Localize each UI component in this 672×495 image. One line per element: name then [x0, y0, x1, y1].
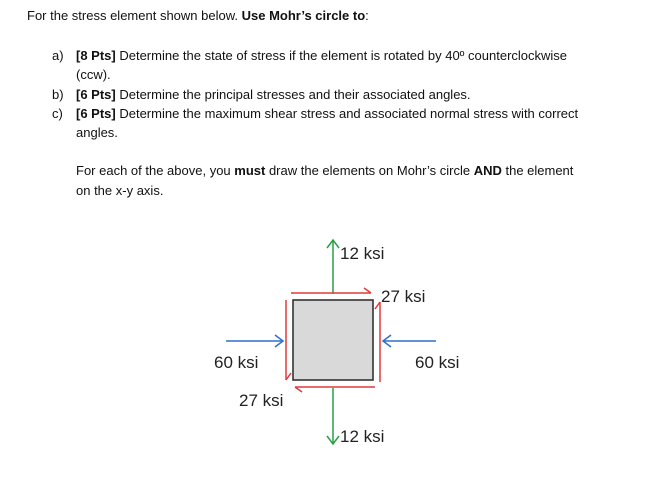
question-text: Determine the principal stresses and their associated angles. [115, 87, 471, 102]
note-line2: on the x-y axis. [76, 183, 164, 198]
intro-colon: : [365, 8, 369, 23]
question-label: c) [52, 106, 63, 121]
intro-bold: Use Mohr’s circle to [241, 8, 366, 23]
top-shear-arrow [291, 288, 371, 293]
left-shear-arrow [286, 300, 291, 380]
note-mid: draw the elements on Mohr’s circle [265, 163, 474, 178]
top-normal-stress-arrow [327, 240, 339, 294]
question-text-cont: (ccw). [76, 67, 111, 82]
question-text: Determine the state of stress if the element is rotated by 40º counterclockwise [115, 48, 568, 63]
question-points: [6 Pts] [76, 106, 116, 121]
left-shear-label: 27 ksi [239, 391, 284, 410]
top-stress-label: 12 ksi [340, 244, 385, 263]
question-points: [6 Pts] [76, 87, 116, 102]
bottom-normal-stress-arrow [327, 388, 339, 444]
stress-element-square [293, 300, 373, 380]
note-pre: For each of the above, you [76, 163, 235, 178]
question-label: b) [52, 87, 64, 102]
bottom-shear-arrow [295, 387, 375, 392]
intro-text: For the stress element shown below. [27, 8, 242, 23]
bottom-stress-label: 12 ksi [340, 427, 385, 446]
top-shear-label: 27 ksi [381, 287, 426, 306]
note-must: must [234, 163, 266, 178]
right-normal-stress-arrow [383, 335, 436, 347]
note-post: the element [501, 163, 574, 178]
right-shear-arrow [375, 302, 380, 382]
right-stress-label: 60 ksi [415, 353, 460, 372]
note-and: AND [473, 163, 502, 178]
left-normal-stress-arrow [226, 335, 283, 347]
question-text-cont: angles. [76, 125, 118, 140]
left-stress-label: 60 ksi [214, 353, 259, 372]
question-label: a) [52, 48, 64, 63]
question-points: [8 Pts] [76, 48, 116, 63]
question-text: Determine the maximum shear stress and associated normal stress with correct [115, 106, 579, 121]
